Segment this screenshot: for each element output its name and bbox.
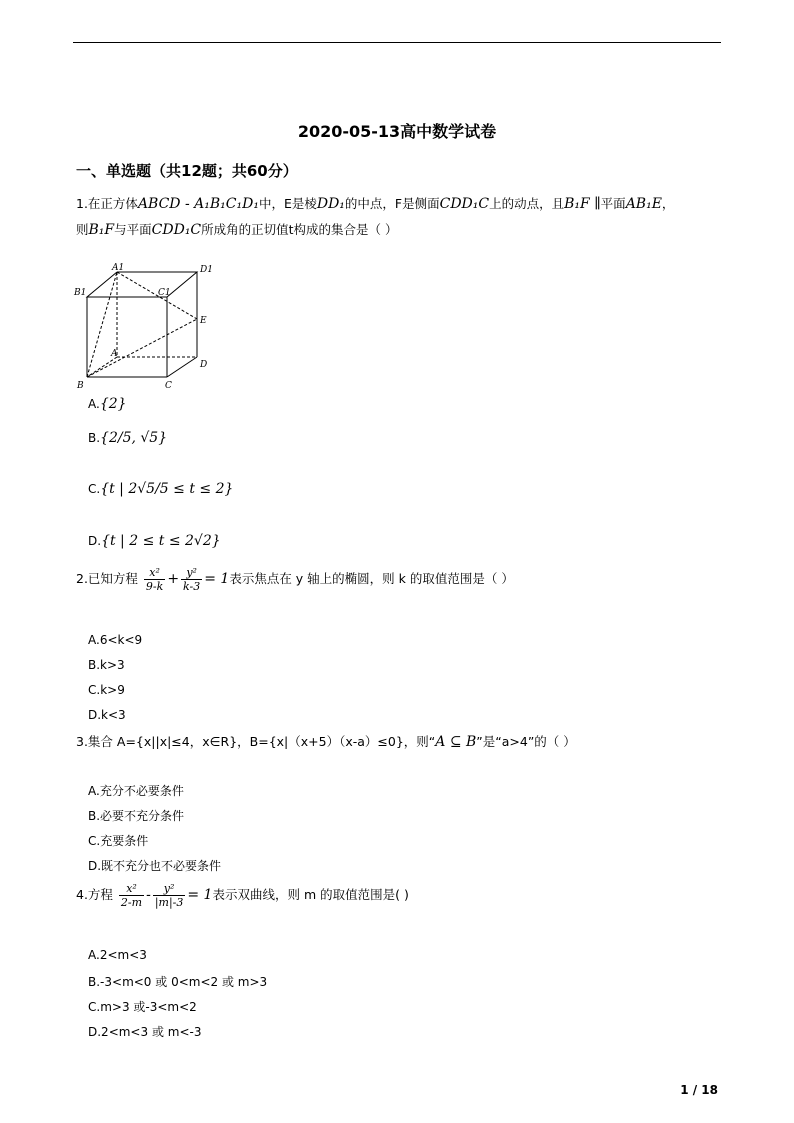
label-D1: D1 [200,265,213,275]
option-math: {2/5, √5} [100,430,168,446]
option-label: D. [88,534,102,548]
q4-equals: = 1 [187,887,213,903]
label-E: E [200,316,207,326]
q4-fraction-1 [119,882,144,909]
q1-text: 的中点，F是侧面 [344,196,440,211]
label-A: A [111,349,118,359]
q1-math: AB₁E [625,196,662,212]
q4-option-a[interactable]: A.2<m<3 [88,948,147,962]
header-rule [73,42,721,43]
q3-text: ”是“a>4”的（ ） [476,734,576,749]
fraction-denominator: |m|-3 [154,896,184,909]
fraction-numerator: y² [181,566,202,580]
option-math: {t | 2√5/5 ≤ t ≤ 2} [100,481,234,497]
q4-text: 4.方程 [76,887,113,902]
fraction-denominator: 2-m [120,896,143,909]
q1-option-b[interactable] [88,430,167,446]
label-D: D [200,360,208,370]
label-C1: C1 [158,288,171,298]
q1-option-a[interactable] [88,396,127,412]
q1-text: ， [661,196,675,211]
fraction-denominator: 9-k [145,580,164,593]
q3-option-c[interactable]: C.充要条件 [88,834,149,848]
q3-option-a[interactable]: A.充分不必要条件 [88,784,184,798]
q1-text: 中，E是棱 [258,196,317,211]
q2-equals: = 1 [204,571,230,587]
q4-option-c[interactable]: C.m>3 或-3<m<2 [88,1000,197,1014]
label-C: C [165,381,172,391]
fraction-denominator: k-3 [183,580,201,593]
label-B1: B1 [74,288,87,298]
page-title: 2020-05-13高中数学试卷 [297,122,497,141]
q2-option-d[interactable]: D.k<3 [88,708,126,722]
label-A1: A1 [112,263,125,273]
q1-math: ABCD - A₁B₁C₁D₁ [137,196,259,212]
q3-option-b[interactable]: B.必要不充分条件 [88,809,185,823]
q2-option-b[interactable]: B.k>3 [88,658,125,672]
q1-text: 与平面 [114,222,152,237]
q3-math: A ⊆ B [435,734,477,750]
option-label: B. [88,431,101,445]
fraction-numerator: x² [119,882,144,896]
q3-text: 3.集合 A={x||x|≤4，x∈R}，B={x|（x+5）（x-a）≤0}，则“ [76,734,436,749]
q4-fraction-2 [153,882,186,909]
q4-option-b[interactable]: B.-3<m<0 或 0<m<2 或 m>3 [88,975,268,989]
q4-option-d[interactable]: D.2<m<3 或 m<-3 [88,1025,202,1039]
q1-math: B₁F [88,222,115,238]
q4-text: 表示双曲线，则 m 的取值范围是( ) [212,887,409,902]
q1-text: 平面 [600,196,626,211]
q2-option-a[interactable]: A.6<k<9 [88,633,143,647]
q3-option-d[interactable]: D.既不充分也不必要条件 [88,859,222,873]
q1-option-d[interactable] [88,533,221,549]
q1-text: 1.在正方体 [76,196,138,211]
option-label: C. [88,482,101,496]
cube-figure [72,262,222,392]
q2-fraction-2 [181,566,202,593]
label-B: B [77,381,84,391]
question-1-line-1 [76,194,674,212]
q1-text: 所成角的正切值t构成的集合是（ ） [201,222,398,237]
page-number: 1 / 18 [680,1083,718,1097]
q1-math: CDD₁C [439,196,490,212]
question-1-line-2 [76,220,398,238]
option-math: {2} [99,396,127,412]
section-heading: 一、单选题（共12题；共60分） [76,162,298,180]
q1-math: DD₁ [316,196,345,212]
q1-math: B₁F ∥ [564,196,601,212]
q4-operator: - [146,887,151,903]
option-label: A. [88,397,100,411]
q1-text: 则 [76,222,89,237]
fraction-numerator: x² [144,566,165,580]
q2-text: 2.已知方程 [76,571,138,586]
q1-math: CDD₁C [151,222,202,238]
q2-fraction-1 [144,566,165,593]
question-2-stem [76,566,514,593]
option-math: {t | 2 ≤ t ≤ 2√2} [101,533,221,549]
fraction-numerator: y² [153,882,186,896]
question-3-stem [76,732,576,750]
q2-text: 表示焦点在 y 轴上的椭圆，则 k 的取值范围是（ ） [229,571,514,586]
q2-option-c[interactable]: C.k>9 [88,683,125,697]
q1-text: 上的动点，且 [489,196,565,211]
q1-option-c[interactable] [88,481,233,497]
q2-operator: + [167,571,180,587]
question-4-stem [76,882,409,909]
